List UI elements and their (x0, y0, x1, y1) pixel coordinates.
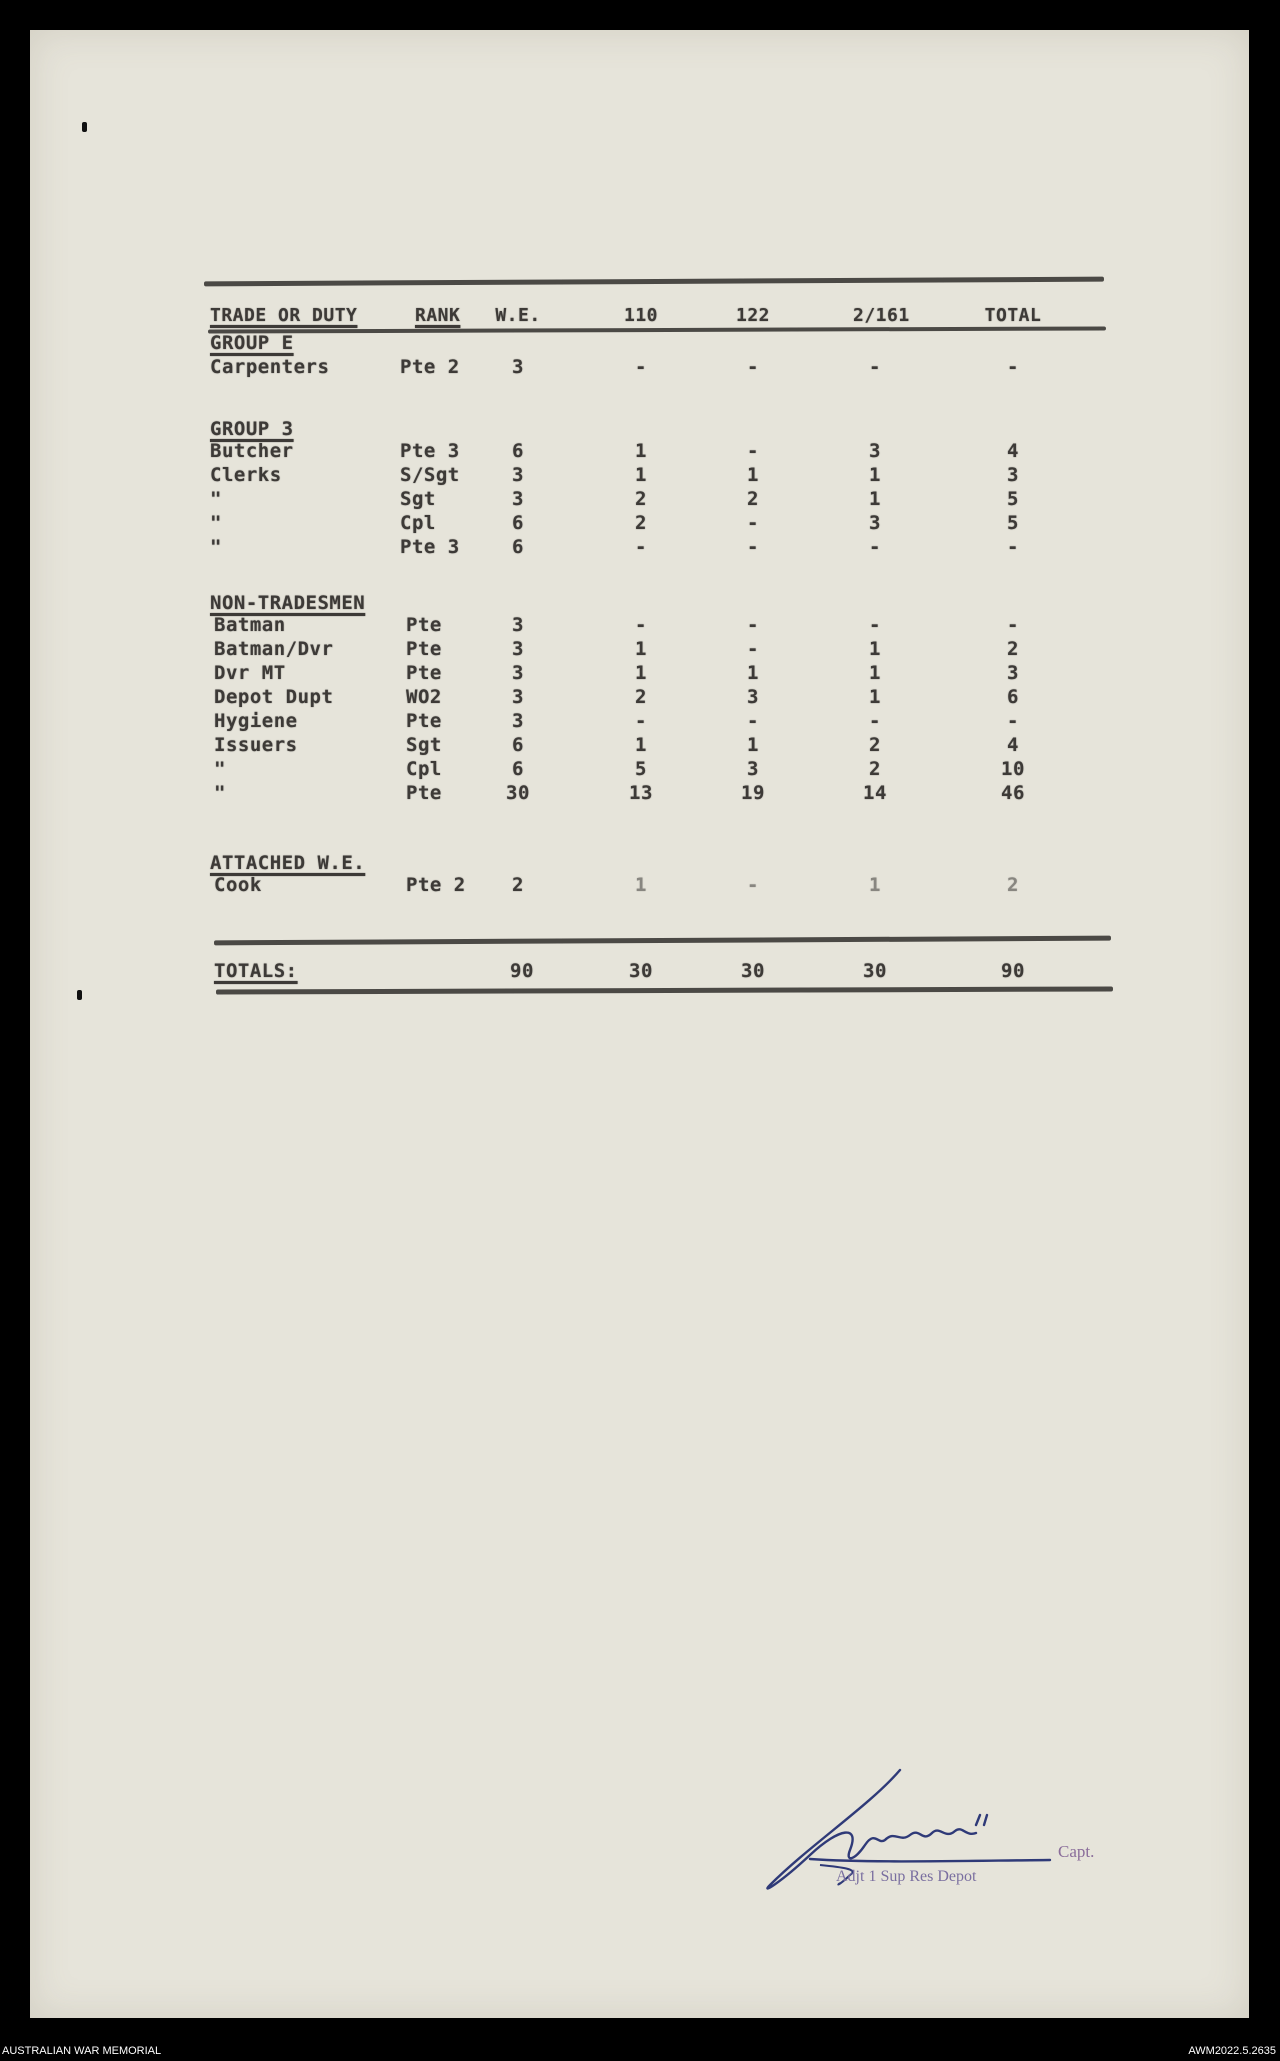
table-row-total: 5 (1007, 512, 1019, 534)
table-row-110: 2 (635, 488, 647, 510)
table-row-total: 3 (1007, 662, 1019, 684)
totals-110: 30 (629, 960, 653, 982)
table-row-110: - (635, 536, 647, 558)
table-row-we: 3 (512, 488, 524, 510)
table-row-122: - (747, 614, 759, 636)
table-row-we: 3 (512, 686, 524, 708)
table-row-2-161: - (869, 710, 881, 732)
accession-number: AWM2022.5.2635 (1188, 2045, 1276, 2057)
table-row-2-161: 1 (869, 686, 881, 708)
table-row-trade: Cook (214, 874, 262, 896)
punch-hole-mark (82, 122, 87, 132)
table-row-2-161: 1 (869, 874, 881, 896)
table-row-2-161: - (869, 356, 881, 378)
rank-stamp: Capt. (1058, 1842, 1095, 1861)
table-row-we: 3 (512, 662, 524, 684)
totals-top-rule (214, 936, 1111, 946)
totals-bottom-rule (216, 986, 1113, 994)
table-row-trade: Carpenters (210, 356, 330, 378)
table-row-rank: Pte 3 (400, 536, 460, 558)
table-row-110: - (635, 710, 647, 732)
table-row-total: 4 (1007, 734, 1019, 756)
table-row-total: - (1007, 536, 1019, 558)
table-row-we: 6 (512, 440, 524, 462)
header-bottom-rule (208, 326, 1106, 333)
totals-we: 90 (510, 960, 534, 982)
table-row-2-161: 1 (869, 638, 881, 660)
table-row-we: 6 (512, 512, 524, 534)
table-row-trade: Depot Dupt (214, 686, 334, 708)
table-row-trade: Butcher (210, 440, 294, 462)
table-row-2-161: 14 (863, 782, 887, 804)
table-row-rank: Pte 2 (406, 874, 466, 896)
table-row-rank: Pte (406, 638, 442, 660)
table-row-we: 3 (512, 710, 524, 732)
table-row-2-161: 2 (869, 758, 881, 780)
table-row-122: 2 (747, 488, 759, 510)
table-row-trade: Dvr MT (214, 662, 286, 684)
table-row-trade: Batman/Dvr (214, 638, 334, 660)
totals-2-161: 30 (863, 960, 887, 982)
table-row-we: 6 (512, 734, 524, 756)
table-row-we: 3 (512, 614, 524, 636)
table-row-2-161: 1 (869, 464, 881, 486)
table-row-rank: Sgt (406, 734, 442, 756)
table-row-122: 3 (747, 686, 759, 708)
table-row-we: 3 (512, 356, 524, 378)
table-row-122: 1 (747, 734, 759, 756)
table-row-2-161: 3 (869, 440, 881, 462)
table-row-122: - (747, 536, 759, 558)
table-row-110: 2 (635, 686, 647, 708)
table-row-total: 2 (1007, 874, 1019, 896)
table-row-rank: Cpl (406, 758, 442, 780)
table-row-total: - (1007, 356, 1019, 378)
header-col-122: 122 (735, 305, 770, 326)
table-row-110: 1 (635, 638, 647, 660)
table-row-122: - (747, 356, 759, 378)
header-trade-or-duty: TRADE OR DUTY (210, 305, 358, 326)
table-row-we: 6 (512, 758, 524, 780)
table-row-trade: Hygiene (214, 710, 298, 732)
table-row-2-161: 3 (869, 512, 881, 534)
header-we: W.E. (495, 305, 541, 326)
table-row-rank: Pte (406, 710, 442, 732)
table-row-total: 2 (1007, 638, 1019, 660)
table-row-total: 6 (1007, 686, 1019, 708)
table-row-110: 1 (635, 464, 647, 486)
table-row-trade: " (214, 782, 226, 804)
table-row-110: - (635, 356, 647, 378)
section-heading: NON-TRADESMEN (210, 592, 366, 614)
table-row-total: 4 (1007, 440, 1019, 462)
table-row-122: - (747, 710, 759, 732)
section-heading: GROUP 3 (210, 418, 294, 440)
table-row-we: 3 (512, 464, 524, 486)
table-row-trade: Clerks (210, 464, 282, 486)
table-row-110: 1 (635, 440, 647, 462)
table-row-rank: Pte (406, 662, 442, 684)
table-row-2-161: 1 (869, 662, 881, 684)
header-col-110: 110 (623, 305, 658, 326)
table-row-122: - (747, 512, 759, 534)
table-row-trade: " (210, 512, 222, 534)
table-row-110: 5 (635, 758, 647, 780)
table-row-rank: Cpl (400, 512, 436, 534)
table-row-122: 19 (741, 782, 765, 804)
table-row-122: - (747, 440, 759, 462)
totals-label: TOTALS: (214, 960, 298, 982)
table-row-110: 1 (635, 874, 647, 896)
table-row-rank: Pte (406, 782, 442, 804)
table-row-2-161: - (869, 536, 881, 558)
table-row-total: 5 (1007, 488, 1019, 510)
table-row-110: 1 (635, 662, 647, 684)
table-row-rank: Pte (406, 614, 442, 636)
table-row-rank: WO2 (406, 686, 442, 708)
section-heading: ATTACHED W.E. (210, 852, 366, 874)
table-row-we: 6 (512, 536, 524, 558)
appointment-stamp: Adjt 1 Sup Res Depot (836, 1868, 977, 1885)
table-row-total: - (1007, 710, 1019, 732)
table-row-trade: " (210, 536, 222, 558)
table-row-122: 3 (747, 758, 759, 780)
table-row-2-161: 1 (869, 488, 881, 510)
totals-122: 30 (741, 960, 765, 982)
table-row-110: - (635, 614, 647, 636)
table-row-we: 2 (512, 874, 524, 896)
table-row-rank: Pte 3 (400, 440, 460, 462)
table-row-total: 46 (1001, 782, 1025, 804)
table-row-2-161: 2 (869, 734, 881, 756)
archive-credit: AUSTRALIAN WAR MEMORIAL (2, 2045, 162, 2057)
table-row-122: - (747, 874, 759, 896)
table-row-2-161: - (869, 614, 881, 636)
table-row-we: 3 (512, 638, 524, 660)
table-row-trade: Batman (214, 614, 286, 636)
table-row-total: 3 (1007, 464, 1019, 486)
table-row-122: 1 (747, 662, 759, 684)
table-row-total: 10 (1001, 758, 1025, 780)
section-heading: GROUP E (210, 332, 294, 354)
table-row-rank: Sgt (400, 488, 436, 510)
table-top-rule (204, 277, 1104, 287)
document-page (30, 30, 1249, 2018)
table-row-110: 1 (635, 734, 647, 756)
header-total: TOTAL (984, 305, 1042, 326)
punch-hole-mark (77, 990, 82, 1000)
table-row-trade: " (210, 488, 222, 510)
table-row-110: 2 (635, 512, 647, 534)
header-rank: RANK (415, 305, 461, 326)
totals-total: 90 (1001, 960, 1025, 982)
table-row-110: 13 (629, 782, 653, 804)
table-row-122: - (747, 638, 759, 660)
table-row-total: - (1007, 614, 1019, 636)
table-row-we: 30 (506, 782, 530, 804)
table-row-122: 1 (747, 464, 759, 486)
header-col-2-161: 2/161 (853, 305, 910, 326)
table-row-rank: S/Sgt (400, 464, 460, 486)
table-row-trade: " (214, 758, 226, 780)
table-row-rank: Pte 2 (400, 356, 460, 378)
table-row-trade: Issuers (214, 734, 298, 756)
